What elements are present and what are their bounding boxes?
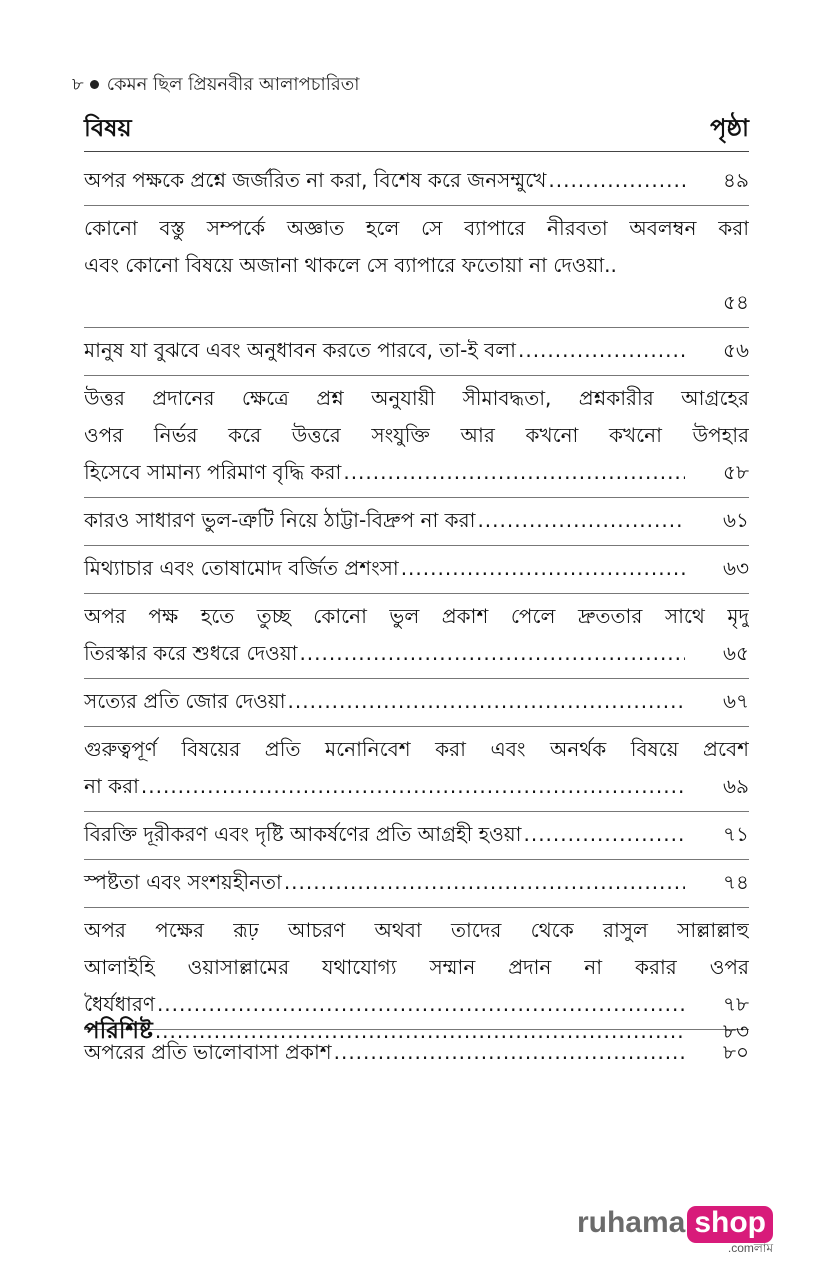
topic-column-heading: বিষয় bbox=[84, 114, 132, 142]
toc-entry[interactable] bbox=[84, 328, 749, 376]
dot-leader bbox=[523, 816, 685, 853]
toc-entry[interactable] bbox=[84, 206, 749, 328]
toc-entry[interactable] bbox=[84, 679, 749, 727]
bullet-icon bbox=[90, 80, 99, 89]
toc-entry[interactable] bbox=[84, 158, 749, 206]
toc-entry-text: ওপর নির্ভর করে উত্তরে সংযুক্তি আর কখনো কখনো উপহার bbox=[84, 423, 749, 447]
toc-entry-text: বিরক্তি দূরীকরণ এবং দৃষ্টি আকর্ষণের প্রতি আগ্রহী হওয়া bbox=[84, 822, 522, 846]
dot-leader bbox=[141, 768, 685, 805]
dot-leader bbox=[401, 550, 685, 587]
toc-entry[interactable] bbox=[84, 546, 749, 594]
heading-divider bbox=[84, 151, 749, 152]
dot-leader bbox=[343, 454, 685, 491]
toc-entry-text: স্পষ্টতা এবং সংশয়হীনতা bbox=[84, 870, 282, 894]
toc-entry[interactable] bbox=[84, 812, 749, 860]
toc-entry-text: অপরের প্রতি ভালোবাসা প্রকাশ bbox=[84, 1040, 332, 1064]
dot-leader bbox=[288, 683, 685, 720]
toc-entry[interactable] bbox=[84, 376, 749, 498]
toc-entry-text: হিসেবে সামান্য পরিমাণ বৃদ্ধি করা bbox=[84, 460, 342, 484]
ruhamashop-logo bbox=[576, 1206, 773, 1255]
toc-page-number: ৬১ bbox=[723, 508, 749, 532]
toc-entry-text: আলাইহি ওয়াসাল্লামের যথাযোগ্য সম্মান প্রদান না করার ওপর bbox=[84, 955, 749, 979]
dot-leader bbox=[284, 864, 685, 901]
dot-leader bbox=[518, 332, 685, 369]
toc-entry-text: উত্তর প্রদানের ক্ষেত্রে প্রশ্ন অনুযায়ী সীমাবদ্ধতা, প্রশ্নকারীর আগ্রহের bbox=[84, 386, 749, 410]
appendix-entry[interactable] bbox=[84, 1013, 749, 1050]
toc-page-number: ৭১ bbox=[723, 822, 749, 846]
toc-entry-text: না করা bbox=[84, 774, 139, 798]
dot-leader bbox=[155, 1013, 685, 1050]
logo-shop-badge: shop bbox=[687, 1206, 773, 1243]
appendix-label: পরিশিষ্ট bbox=[84, 1018, 153, 1044]
toc-entry-text: মিথ্যাচার এবং তোষামোদ বর্জিত প্রশংসা bbox=[84, 556, 399, 580]
toc-entry-text: তিরস্কার করে শুধরে দেওয়া bbox=[84, 641, 298, 665]
logo-brand: ruhama bbox=[576, 1206, 686, 1239]
logo-domain: .comলাম bbox=[727, 1241, 773, 1255]
toc-entry-text: কোনো বস্তু সম্পর্কে অজ্ঞাত হলে সে ব্যাপারে নীরবতা অবলম্বন করা bbox=[84, 216, 749, 240]
toc-entry[interactable] bbox=[84, 727, 749, 812]
appendix-page-number: ৮৩ bbox=[723, 1019, 749, 1043]
toc-page-number: ৪৯ bbox=[723, 168, 749, 192]
toc-entry-text: মানুষ যা বুঝবে এবং অনুধাবন করতে পারবে, তা-ই বলা bbox=[84, 338, 516, 362]
toc-entry-text: গুরুত্বপূর্ণ বিষয়ের প্রতি মনোনিবেশ করা এবং অনর্থক বিষয়ে প্রবেশ bbox=[84, 737, 749, 761]
toc-entry-text: অপর পক্ষের রূঢ় আচরণ অথবা তাদের থেকে রাসুল সাল্লাল্লাহু bbox=[84, 918, 749, 942]
dot-leader bbox=[477, 502, 685, 539]
toc-page-number: ৬৩ bbox=[722, 556, 749, 580]
toc-entry-text: অপর পক্ষ হতে তুচ্ছ কোনো ভুল প্রকাশ পেলে দ্রুততার সাথে মৃদু bbox=[84, 604, 749, 628]
header-page-number: ৮ bbox=[72, 74, 84, 95]
table-of-contents bbox=[84, 158, 749, 1077]
toc-entry-text: সত্যের প্রতি জোর দেওয়া bbox=[84, 689, 286, 713]
toc-entry-text: কারও সাধারণ ভুল-ত্রুটি নিয়ে ঠাট্টা-বিদ্রুপ না করা bbox=[84, 508, 476, 532]
toc-page-number: ৬৯ bbox=[723, 774, 749, 798]
toc-page-number: ৬৭ bbox=[722, 689, 749, 713]
dot-leader bbox=[548, 162, 685, 199]
toc-page-number: ৫৪ bbox=[723, 290, 749, 314]
toc-entry[interactable] bbox=[84, 498, 749, 546]
header-book-title: কেমন ছিল প্রিয়নবীর আলাপচারিতা bbox=[106, 74, 360, 95]
toc-page-number: ৫৮ bbox=[723, 460, 749, 484]
toc-entry-text: এবং কোনো বিষয়ে অজানা থাকলে সে ব্যাপারে ফতোয়া না দেওয়া.. bbox=[84, 253, 617, 277]
page-column-heading: পৃষ্ঠা bbox=[710, 114, 749, 142]
toc-entry[interactable] bbox=[84, 594, 749, 679]
toc-entry-text: ধৈর্যধারণ bbox=[84, 992, 155, 1016]
dot-leader bbox=[299, 635, 685, 672]
toc-entry[interactable] bbox=[84, 908, 749, 1030]
running-header bbox=[72, 70, 360, 101]
toc-entry-text: অপর পক্ষকে প্রশ্নে জর্জরিত না করা, বিশেষ করে জনসম্মুখে bbox=[84, 168, 547, 192]
toc-page-number: ৬৫ bbox=[723, 641, 749, 665]
toc-page-number: ৭৪ bbox=[723, 870, 749, 894]
toc-page-number: ৭৮ bbox=[723, 992, 749, 1016]
toc-page-number: ৫৬ bbox=[723, 338, 749, 362]
toc-page-number: ৮০ bbox=[723, 1040, 749, 1064]
toc-entry[interactable] bbox=[84, 860, 749, 908]
